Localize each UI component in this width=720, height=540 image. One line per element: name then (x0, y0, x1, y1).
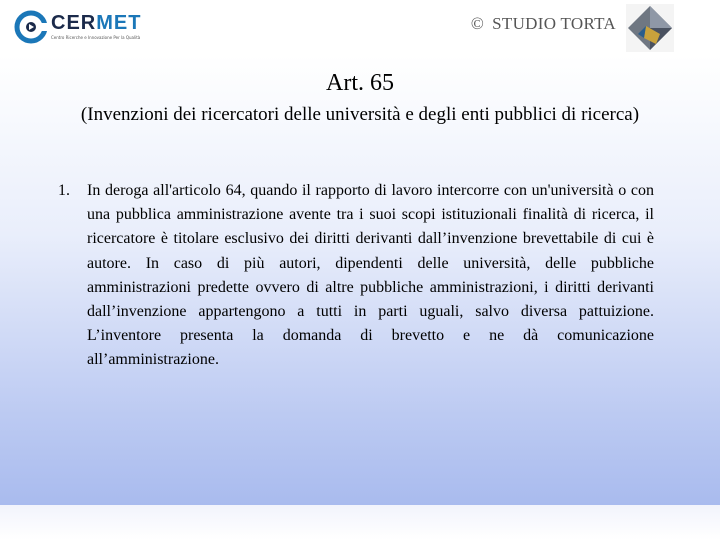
slide-content (0, 55, 720, 505)
cermet-logo-icon (14, 10, 48, 44)
logo-name-part2: MET (96, 12, 142, 34)
copyright-symbol: © (470, 14, 485, 33)
list-item-text: In deroga all'articolo 64, quando il rapporto di lavoro intercorre con un'università o con una pubblica amministrazione avente tra i suoi scopi istituzionali finalità di ricerca, il ricercatore è titolare esclusivo dei diritti derivanti dall’invenzione brevettabile di cui è autore. In caso di più autori, dipendenti delle università, delle pubbliche amministrazioni predette ovvero di altre pubbliche amministrazioni, i diritti derivanti dall’invenzione appartengono a tutti in parti uguali, salvo diversa pattuizione. L’inventore presenta la domanda di brevetto e ne dà comunicazione all’amministrazione. (87, 182, 654, 369)
copyright-notice (471, 14, 616, 34)
slide-subtitle: (Invenzioni dei ricercatori delle università e degli enti pubblici di ricerca) (80, 104, 640, 125)
list-item (58, 179, 654, 373)
copyright-text: STUDIO TORTA (492, 14, 616, 33)
studio-torta-logo-icon (626, 4, 674, 52)
logo-tagline: Centro Ricerche e Innovazione Per la Qualità (51, 35, 141, 40)
slide-title: Art. 65 (326, 70, 394, 96)
header-bar (0, 0, 720, 55)
list-item-number: 1. (58, 182, 70, 199)
article-paragraph-list (58, 179, 654, 373)
cermet-logo-wordmark (51, 13, 141, 33)
footer-strip (0, 505, 720, 540)
logo-name-part1: CER (51, 12, 97, 34)
cermet-logo (14, 8, 144, 44)
